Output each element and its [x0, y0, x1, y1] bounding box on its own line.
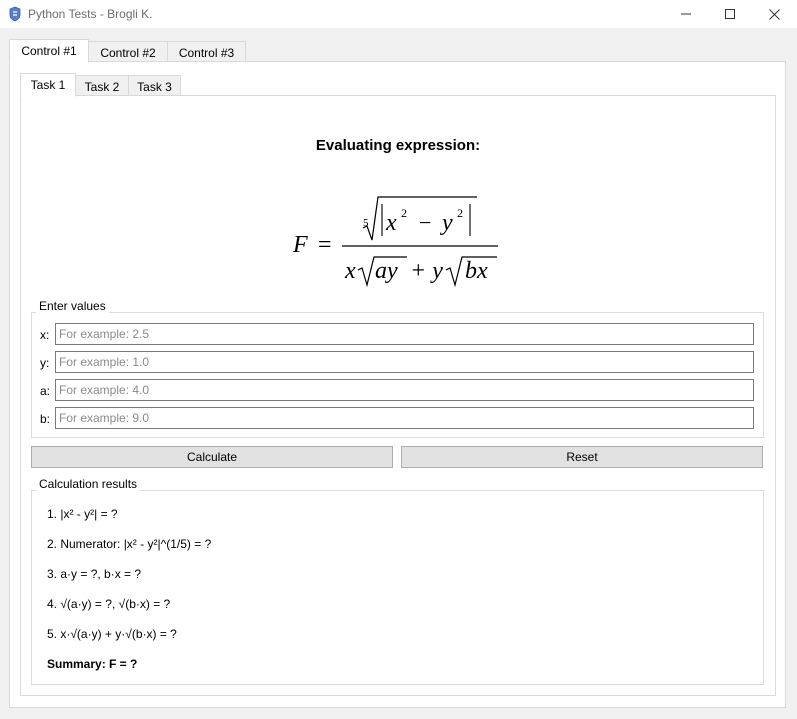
formula-y-exp: 2: [457, 206, 463, 220]
formula-num-y: y: [442, 210, 453, 236]
formula-minus: −: [419, 210, 432, 235]
result-line-1: 1. |x² - y²| = ?: [47, 507, 118, 521]
minimize-icon: [681, 9, 691, 19]
result-line-4: 4. √(a·y) = ?, √(b·x) = ?: [47, 597, 171, 611]
formula-den-x: x: [345, 258, 356, 284]
window-title: Python Tests - Brogli K.: [28, 7, 153, 21]
tab-task-2[interactable]: Task 2: [75, 75, 129, 98]
y-input[interactable]: [55, 351, 754, 373]
results-group-title: Calculation results: [36, 477, 140, 491]
results-group: [31, 490, 764, 685]
formula-ay: ay: [375, 258, 398, 284]
y-label: y:: [40, 356, 50, 370]
formula-x-exp: 2: [401, 206, 407, 220]
tab-control-1[interactable]: Control #1: [9, 39, 89, 63]
tab-control-3[interactable]: Control #3: [167, 41, 246, 64]
x-label: x:: [40, 328, 50, 342]
formula-root-index: 5: [363, 217, 369, 229]
maximize-button[interactable]: [707, 0, 753, 28]
a-label: a:: [40, 384, 51, 398]
close-button[interactable]: [751, 0, 797, 28]
b-input[interactable]: [55, 407, 754, 429]
title-bar: [0, 0, 797, 28]
result-summary: Summary: F = ?: [47, 657, 138, 671]
python-app-icon: [9, 6, 21, 22]
formula-plus-y: + y: [410, 258, 443, 284]
calculate-button[interactable]: Calculate: [31, 446, 393, 468]
close-icon: [769, 9, 780, 20]
b-label: b:: [40, 412, 51, 426]
formula-equals: =: [318, 232, 332, 258]
result-line-2: 2. Numerator: |x² - y²|^(1/5) = ?: [47, 537, 212, 551]
reset-button[interactable]: Reset: [401, 446, 763, 468]
maximize-icon: [725, 9, 735, 19]
tab-task-1[interactable]: Task 1: [20, 73, 76, 97]
input-group-title: Enter values: [36, 299, 109, 313]
x-input[interactable]: [55, 323, 754, 345]
formula-lhs: F: [293, 232, 308, 258]
tab-task-3[interactable]: Task 3: [128, 75, 181, 98]
result-line-5: 5. x·√(a·y) + y·√(b·x) = ?: [47, 627, 177, 641]
result-line-3: 3. a·y = ?, b·x = ?: [47, 567, 142, 581]
tab-control-2[interactable]: Control #2: [88, 41, 168, 64]
page-title: Evaluating expression:: [315, 137, 481, 154]
a-input[interactable]: [55, 379, 754, 401]
formula-bx: bx: [465, 258, 488, 284]
formula-num-x: x: [386, 210, 397, 236]
minimize-button[interactable]: [663, 0, 709, 28]
formula-image: [285, 190, 505, 290]
